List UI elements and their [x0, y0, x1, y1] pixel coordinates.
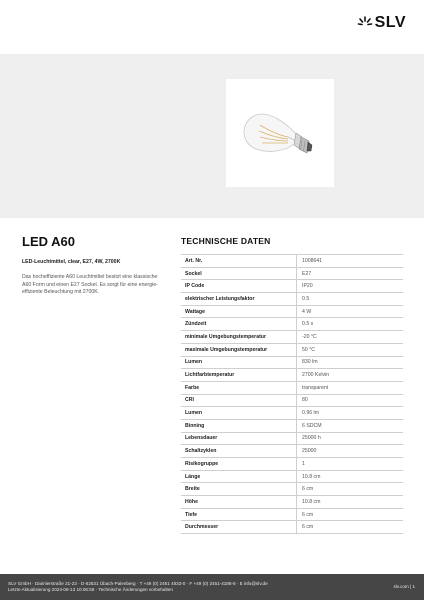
- spec-label: Breite: [181, 483, 297, 496]
- spec-row: [181, 381, 403, 394]
- spec-value: 25000: [297, 445, 404, 458]
- spec-label: IP Code: [181, 280, 297, 293]
- spec-label: Wattage: [181, 305, 297, 318]
- spec-row: [181, 318, 403, 331]
- spec-row: [181, 331, 403, 344]
- spec-value: 2700 Kelvin: [297, 369, 404, 382]
- spec-row: [181, 369, 403, 382]
- product-subtitle: LED-Leuchtmittel, clear, E27, 4W, 2700K: [22, 259, 121, 265]
- brand-logo[interactable]: [357, 14, 406, 32]
- spec-row: [181, 521, 403, 534]
- spec-value: 6 cm: [297, 521, 404, 534]
- footer-page-info[interactable]: slv.com | 1: [393, 584, 415, 589]
- spec-value: -20 °C: [297, 331, 404, 344]
- spec-value: 4 W: [297, 305, 404, 318]
- spec-label: Risikogruppe: [181, 458, 297, 471]
- spec-value: 10.8 cm: [297, 496, 404, 509]
- spec-row: [181, 255, 403, 268]
- technical-data-table: [181, 254, 403, 534]
- footer-update-line: Letzte Aktualisierung 2024-08-13 10:06:59 · Technische Änderungen vorbehalten: [8, 587, 173, 593]
- footer-contact-line: SLV GmbH · Daimlerstraße 21-23 · D-52531 Übach-Palenberg · T +49 (0) 2451 4833-0 · F +49 (0) 2451-4188-8 · E info@slv.de: [8, 581, 268, 586]
- spec-label: CRI: [181, 394, 297, 407]
- slv-rays-icon: [357, 15, 373, 31]
- spec-row: [181, 305, 403, 318]
- spec-label: Zündzeit: [181, 318, 297, 331]
- spec-value: 0.5 s: [297, 318, 404, 331]
- spec-value: 6 cm: [297, 508, 404, 521]
- hero-band: [0, 54, 424, 218]
- spec-row: [181, 356, 403, 369]
- spec-label: Lumen: [181, 407, 297, 420]
- product-description: Das hocheffiziente A60 Leuchtmittel besitzt eine klassische A60 Form und einen E27 Sockel. Es sorgt für eine energie-effiziente Beleuchtung mit 2700K.: [22, 274, 158, 295]
- spec-row: [181, 432, 403, 445]
- spec-label: maximale Umgebungstemperatur: [181, 343, 297, 356]
- spec-value: 1008641: [297, 255, 404, 268]
- spec-label: Durchmesser: [181, 521, 297, 534]
- spec-value: 50 °C: [297, 343, 404, 356]
- technical-data-title: TECHNISCHE DATEN: [181, 236, 271, 246]
- product-title: LED A60: [22, 234, 75, 249]
- spec-row: [181, 394, 403, 407]
- spec-label: Sockel: [181, 267, 297, 280]
- technical-data-section: [181, 236, 403, 534]
- spec-label: Farbe: [181, 381, 297, 394]
- spec-value: transparent: [297, 381, 404, 394]
- spec-row: [181, 470, 403, 483]
- spec-row: [181, 407, 403, 420]
- spec-row: [181, 343, 403, 356]
- spec-label: Tiefe: [181, 508, 297, 521]
- spec-label: minimale Umgebungstemperatur: [181, 331, 297, 344]
- spec-row: [181, 483, 403, 496]
- led-filament-bulb: [226, 79, 334, 187]
- spec-row: [181, 267, 403, 280]
- footer: [0, 574, 424, 600]
- spec-label: Lumen: [181, 356, 297, 369]
- spec-row: [181, 496, 403, 509]
- spec-value: 10.8 cm: [297, 470, 404, 483]
- spec-row: [181, 419, 403, 432]
- spec-row: [181, 293, 403, 306]
- spec-label: Art. Nr.: [181, 255, 297, 268]
- spec-value: 80: [297, 394, 404, 407]
- spec-label: Binning: [181, 419, 297, 432]
- spec-label: Schaltzyklen: [181, 445, 297, 458]
- spec-value: 6 SDCM: [297, 419, 404, 432]
- spec-label: Länge: [181, 470, 297, 483]
- spec-value: 830 lm: [297, 356, 404, 369]
- spec-label: Höhe: [181, 496, 297, 509]
- spec-value: 25000 h: [297, 432, 404, 445]
- spec-value: 6 cm: [297, 483, 404, 496]
- spec-label: Lebensdauer: [181, 432, 297, 445]
- spec-row: [181, 458, 403, 471]
- spec-row: [181, 508, 403, 521]
- footer-address: [8, 581, 268, 594]
- spec-value: 0.96 lm: [297, 407, 404, 420]
- spec-value: 0.5: [297, 293, 404, 306]
- spec-value: E27: [297, 267, 404, 280]
- spec-row: [181, 445, 403, 458]
- spec-label: elektrischer Leistungsfaktor: [181, 293, 297, 306]
- spec-label: Lichtfarbtemperatur: [181, 369, 297, 382]
- spec-value: IP20: [297, 280, 404, 293]
- spec-row: [181, 280, 403, 293]
- spec-value: 1: [297, 458, 404, 471]
- product-summary: [22, 234, 162, 297]
- product-image: [226, 79, 334, 187]
- brand-name: SLV: [374, 14, 406, 31]
